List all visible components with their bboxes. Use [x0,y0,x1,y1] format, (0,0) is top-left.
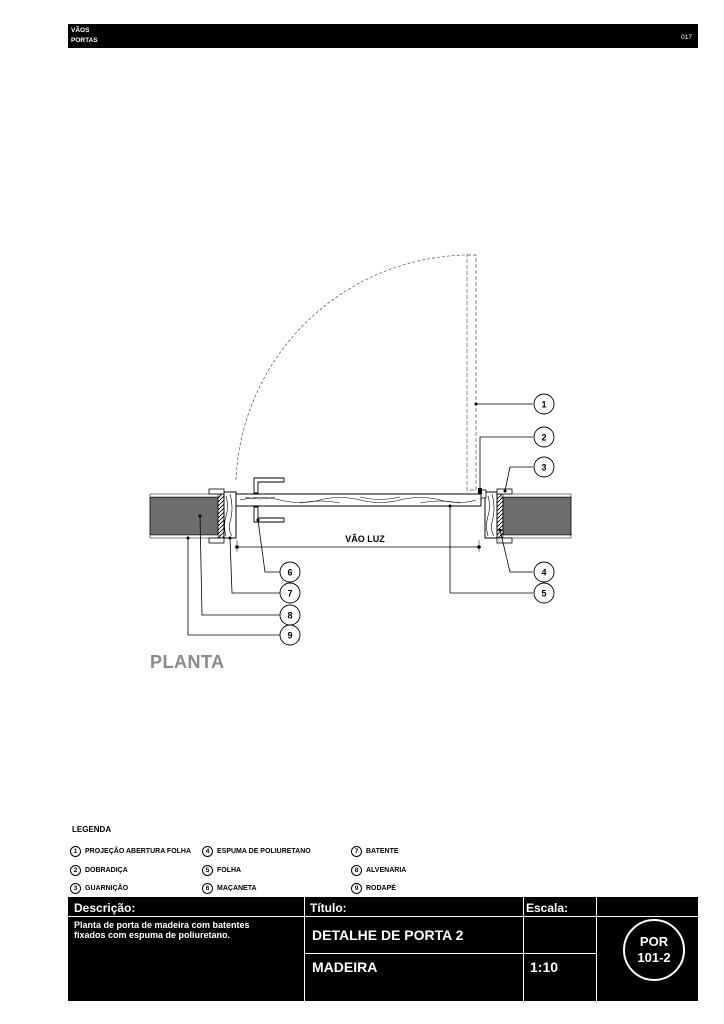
callout-6: 6 [287,567,293,578]
title-block-divider [596,897,597,1001]
legend-label: RODAPÉ [366,885,396,892]
legend-item [351,865,406,876]
right-trim-bottom [497,538,512,543]
legend-number: 2 [70,865,81,876]
legend-number: 7 [351,846,362,857]
left-wall-plaster-top [150,494,220,497]
left-wall-plaster-bottom [150,535,220,538]
callout-9: 9 [287,630,293,641]
title-line-2: MADEIRA [312,959,378,975]
callout-5: 5 [541,588,547,599]
title-label: Título: [310,901,347,915]
drawing-code-badge [623,919,685,981]
legend-label: DOBRADIÇA [85,867,128,874]
legend-number: 4 [202,846,213,857]
scale-label: Escala: [526,901,569,915]
legend-label: BATENTE [366,848,399,855]
scale-value: 1:10 [530,959,559,975]
legend-item [70,846,191,857]
legend-label: GUARNIÇÃO [85,885,129,892]
callout-8: 8 [287,610,293,621]
legend-item [202,846,311,857]
title-line-1: DETALHE DE PORTA 2 [312,927,464,943]
description-text: Planta de porta de madeira com batentes fixados com espuma de poliuretano. [74,920,250,940]
handle-top [254,478,284,493]
callout-3: 3 [541,462,547,473]
door-leaf [236,494,481,506]
header-line-1: VÃOS [71,27,90,34]
legend-label: FOLHA [217,867,242,874]
legend-number: 3 [70,883,81,894]
legend-item [70,883,128,894]
legend-number: 5 [202,865,213,876]
legend-item [351,883,396,894]
right-wall-masonry [503,497,571,535]
left-wall-masonry [150,497,218,535]
left-trim-bottom [209,538,224,543]
title-block-divider [304,953,596,954]
legend-item [202,865,241,876]
legend-number: 8 [351,865,362,876]
legend-number: 1 [70,846,81,857]
callout-2: 2 [541,432,547,443]
legend-label: ESPUMA DE POLIURETANO [217,848,311,855]
page-number: 017 [681,34,692,41]
callout-1: 1 [541,399,547,410]
description-label: Descrição: [74,901,136,915]
legend-item [351,846,399,857]
legend-title: LEGENDA [72,825,112,834]
legend-item [202,883,257,894]
view-title: PLANTA [150,652,225,672]
open-leaf-projection [467,255,476,490]
code-line-2: 101-2 [637,950,671,965]
legend-number: 6 [202,883,213,894]
title-block-divider [304,897,305,1001]
left-foam [218,494,224,538]
legend-label: MAÇANETA [217,885,257,892]
title-block-divider [68,916,698,917]
legend-item [70,865,128,876]
swing-arc [236,255,470,480]
right-wall-plaster-bottom [501,535,571,538]
left-trim-top [209,489,224,494]
right-wall-plaster-top [501,494,571,497]
legend-label: ALVENARIA [366,867,407,874]
legend-label: PROJEÇÃO ABERTURA FOLHA [85,848,192,855]
header-line-2: PORTAS [71,37,98,44]
code-line-1: POR [639,934,669,949]
title-block [68,897,698,1001]
dimension-label: VÃO LUZ [345,534,385,544]
legend-number: 9 [351,883,362,894]
callout-4: 4 [541,567,547,578]
callout-7: 7 [287,588,293,599]
title-block-divider [523,897,524,1001]
